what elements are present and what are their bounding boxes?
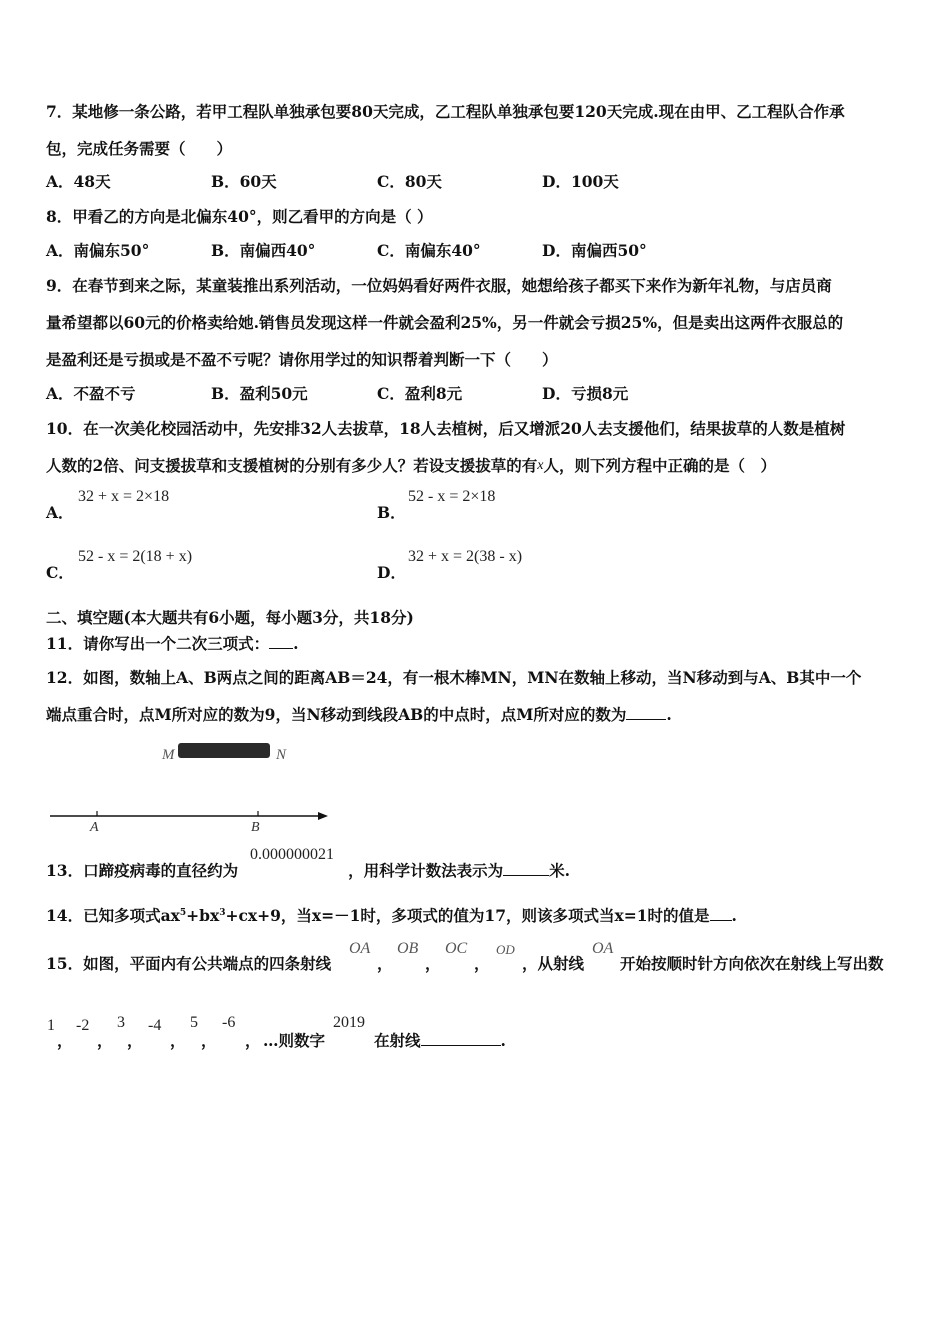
q12-answer-blank xyxy=(626,705,666,720)
q15-pre: 15．如图，平面内有公共端点的四条射线 xyxy=(46,954,332,973)
q8-option-c: C．南偏东40° xyxy=(377,241,481,260)
q10-variable: x xyxy=(537,458,544,473)
q15-number-6: -6 xyxy=(222,1014,236,1031)
stick-mn xyxy=(178,743,270,758)
q7-line2: 包，完成任务需要（ ） xyxy=(46,139,233,158)
q11-answer-blank xyxy=(269,634,293,649)
q10-option-a-equation: 32 + x = 2×18 xyxy=(78,488,170,505)
q12-number-line-figure xyxy=(40,735,340,835)
q14-exponent-2: 3 xyxy=(219,907,226,918)
q15-tail2: 在射线 xyxy=(374,1031,421,1050)
q15-ray-ob: OB xyxy=(397,940,419,957)
q9-option-d: D．亏损8元 xyxy=(542,384,629,403)
q7-line1: 7．某地修一条公路，若甲工程队单独承包要80天完成，乙工程队单独承包要120天完成.现在由甲、乙工程队合作承 xyxy=(46,102,845,121)
q14-line: 14．已知多项式$ax^5+bx^3+cx+9$，当x=－1时，多项式的值为17，则该多项式当x=1时的值是 . xyxy=(46,906,737,925)
q10-option-a-label: A． xyxy=(46,503,74,522)
q15-start-ray: OA xyxy=(592,940,614,957)
q13-post: ，用科学计数法表示为 xyxy=(348,861,504,880)
q10-option-b-label: B． xyxy=(377,503,406,522)
q10-line2-part2: 人，则下列方程中正确的是（ ） xyxy=(543,456,777,475)
q15-answer-blank xyxy=(421,1031,501,1046)
q13-answer-blank xyxy=(503,861,549,876)
q9-option-c: C．盈利8元 xyxy=(377,384,463,403)
q15-ray-od: OD xyxy=(496,942,515,957)
point-b-label: B xyxy=(251,820,260,835)
q9-line2: 量希望都以60元的价格卖给她.销售员发现这样一件就会盈利25%，另一件就会亏损25%，但是卖出这两件衣服总的 xyxy=(46,313,844,332)
q13-line xyxy=(46,861,570,881)
point-a-label: A xyxy=(90,820,99,835)
q15-post: 开始按顺时针方向依次在射线上写出数 xyxy=(620,954,884,973)
q13-pre: 13．口蹄疫病毒的直径约为 xyxy=(46,861,239,880)
q15-tail1: …则数字 xyxy=(263,1031,326,1050)
q10-option-b-equation: 52 - x = 2×18 xyxy=(408,488,496,505)
q9-option-a: A．不盈不亏 xyxy=(46,384,136,403)
q15-ray-oa: OA xyxy=(349,940,371,957)
q8-option-d: D．南偏西50° xyxy=(542,241,647,260)
q7-option-a: A．48天 xyxy=(46,172,111,191)
q10-line2 xyxy=(46,456,776,476)
q7-option-d: D．100天 xyxy=(542,172,619,191)
q9-line3: 是盈利还是亏损或是不盈不亏呢？请你用学过的知识帮着判断一下（ ） xyxy=(46,350,558,369)
q15-line1 xyxy=(46,954,331,974)
q9-option-b: B．盈利50元 xyxy=(211,384,308,403)
q9-line1: 9．在春节到来之际，某童装推出系列活动，一位妈妈看好两件衣服，她想给孩子都买下来作为新年礼物，与店员商 xyxy=(46,276,832,295)
q7-option-c: C．80天 xyxy=(377,172,442,191)
q13-unit: 米. xyxy=(549,861,570,880)
q10-line1: 10．在一次美化校园活动中，先安排32人去拔草，18人去植树，后又增派20人去支援他们，结果拔草的人数是植树 xyxy=(46,419,846,438)
q14-answer-blank xyxy=(710,906,732,921)
q11-line: 11．请你写出一个二次三项式： . xyxy=(46,634,299,653)
q7-option-b: B．60天 xyxy=(211,172,277,191)
q15-number-2: -2 xyxy=(76,1017,90,1034)
point-m-label: M xyxy=(162,747,175,763)
axis-arrow-icon xyxy=(318,812,328,820)
q15-mid: ，从射线 xyxy=(522,954,585,973)
q13-value: 0.000000021 xyxy=(250,846,334,863)
q14-mid: +bx xyxy=(186,906,220,925)
point-n-label: N xyxy=(276,747,287,763)
q11-text: 11．请你写出一个二次三项式： xyxy=(46,634,270,653)
q8-line1: 8．甲看乙的方向是北偏东40°，则乙看甲的方向是（ ） xyxy=(46,207,433,226)
q15-target: 2019 xyxy=(333,1014,365,1031)
q10-option-d-equation: 32 + x = 2(38 - x) xyxy=(408,548,523,565)
section-heading: 二、填空题(本大题共有6小题，每小题3分，共18分) xyxy=(46,608,414,627)
q8-option-b: B．南偏西40° xyxy=(211,241,316,260)
q15-number-3: 3 xyxy=(117,1014,125,1031)
q15-number-4: -4 xyxy=(148,1017,162,1034)
q15-ray-oc: OC xyxy=(445,940,468,957)
q12-line2: 端点重合时，点M所对应的数为9，当N移动到线段AB的中点时，点M所对应的数为 . xyxy=(46,705,672,724)
q10-option-c-label: C． xyxy=(46,563,74,582)
q15-number-1: 1 xyxy=(47,1017,55,1034)
q10-option-d-label: D． xyxy=(377,563,406,582)
q10-option-c-equation: 52 - x = 2(18 + x) xyxy=(78,548,193,565)
q14-post: +cx+9，当x=－1时，多项式的值为17，则该多项式当x=1时的值是 xyxy=(225,906,710,925)
q10-line2-part1: 人数的2倍、问支援拔草和支援植树的分别有多少人？若设支援拔草的有 xyxy=(46,456,538,475)
q15-number-5: 5 xyxy=(190,1014,198,1031)
q12-line1: 12．如图，数轴上A、B两点之间的距离AB＝24，有一根木棒MN，MN在数轴上移动，当N移动到与A、B其中一个 xyxy=(46,668,862,687)
q14-exponent-1: 5 xyxy=(179,907,187,918)
q8-option-a: A．南偏东50° xyxy=(46,241,150,260)
q14-pre: 14．已知多项式ax xyxy=(46,906,180,925)
q12-line2-text: 端点重合时，点M所对应的数为9，当N移动到线段AB的中点时，点M所对应的数为 xyxy=(46,705,627,724)
